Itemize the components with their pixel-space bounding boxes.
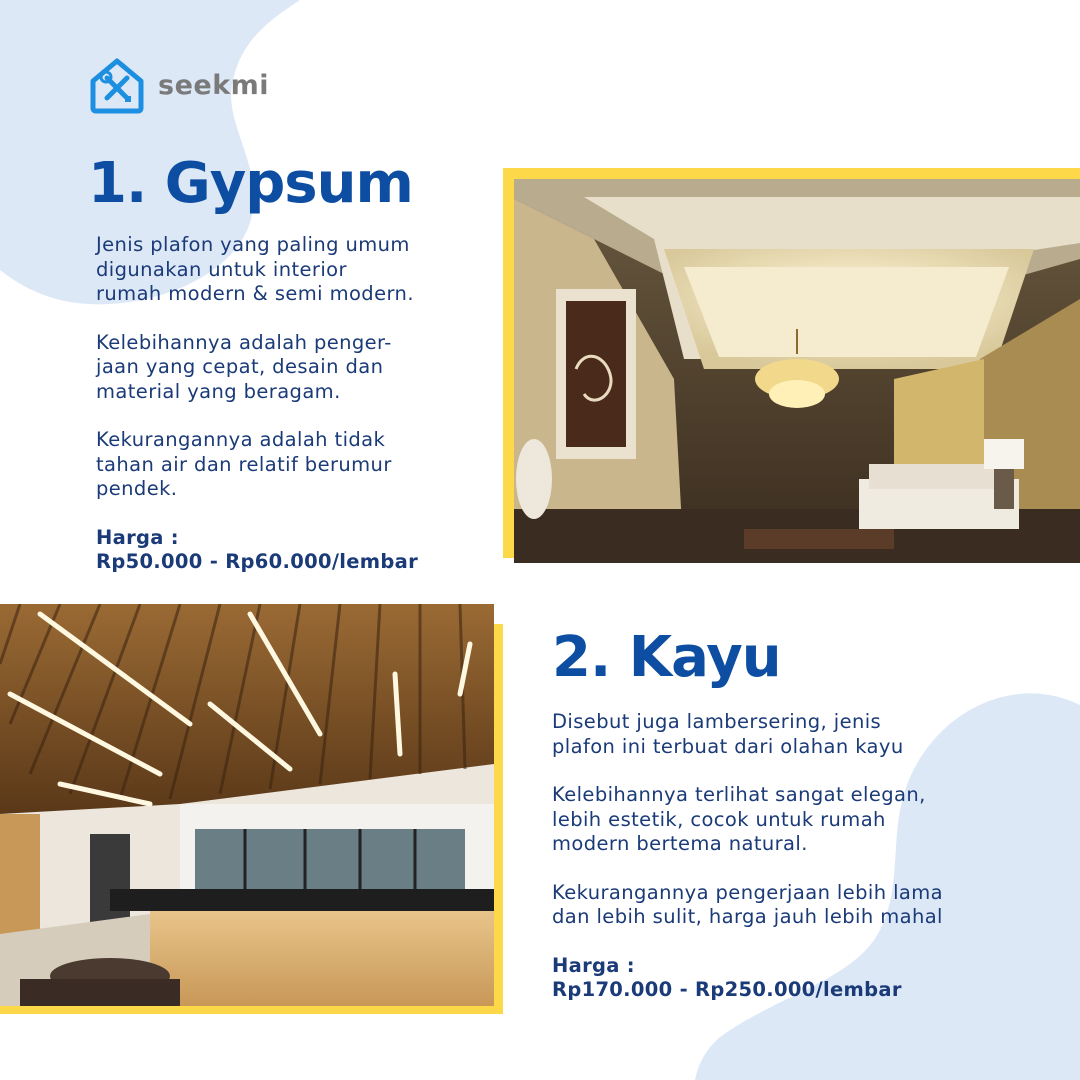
kayu-price-label: Harga : xyxy=(552,953,635,977)
gypsum-description xyxy=(96,233,486,575)
brand-name: seekmi xyxy=(158,69,270,101)
gypsum-paragraph-advantages: Kelebihannya adalah penger- jaan yang cepat, desain dan material yang beragam. xyxy=(96,330,392,403)
gypsum-ceiling-photo xyxy=(514,179,1080,563)
section-title-gypsum: 1. Gypsum xyxy=(88,151,413,216)
seekmi-logo[interactable] xyxy=(88,56,269,114)
kayu-description xyxy=(552,710,1052,1003)
gypsum-price-value: Rp50.000 - Rp60.000/lembar xyxy=(96,550,418,573)
kayu-price-value: Rp170.000 - Rp250.000/lembar xyxy=(552,978,902,1001)
gypsum-paragraph-disadvantages: Kekurangannya adalah tidak tahan air dan relatif berumur pendek. xyxy=(96,428,392,500)
kayu-paragraph-advantages: Kelebihannya terlihat sangat elegan, lebih estetik, cocok untuk rumah modern bertema natural. xyxy=(552,783,926,855)
house-tools-icon xyxy=(88,56,146,114)
kayu-ceiling-photo xyxy=(0,604,494,1006)
gypsum-paragraph-general: Jenis plafon yang paling umum digunakan untuk interior rumah modern & semi modern. xyxy=(96,233,414,305)
section-title-kayu: 2. Kayu xyxy=(552,625,781,690)
kayu-paragraph-disadvantages: Kekurangannya pengerjaan lebih lama dan lebih sulit, harga jauh lebih mahal xyxy=(552,880,944,928)
gypsum-price-label: Harga : xyxy=(96,525,179,549)
kayu-paragraph-general: Disebut juga lambersering, jenis plafon ini terbuat dari olahan kayu xyxy=(552,710,904,758)
